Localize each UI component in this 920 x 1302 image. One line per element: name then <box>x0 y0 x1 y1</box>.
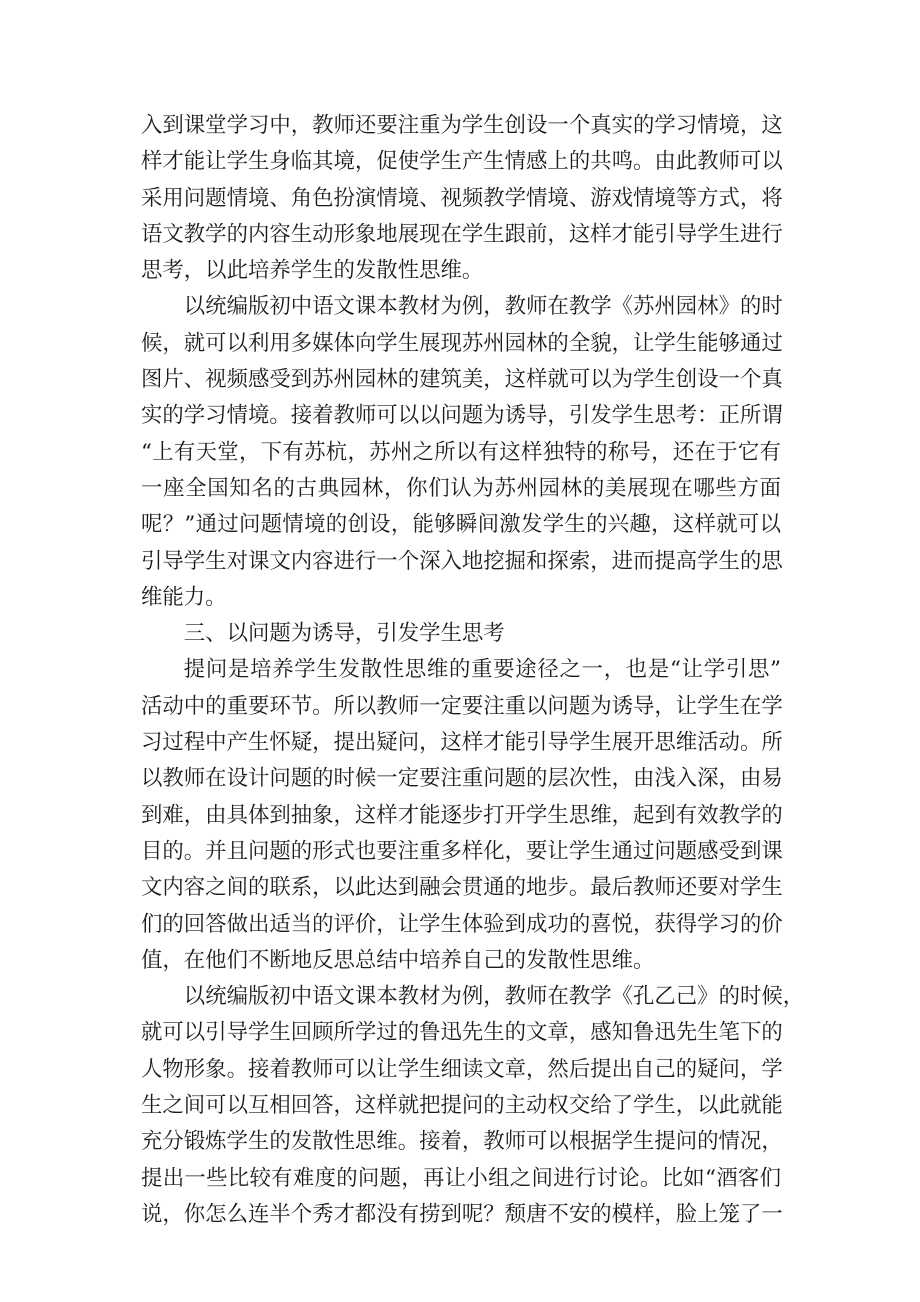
text-line: 维能力。 <box>141 584 227 610</box>
text-line: 人物形象。接着教师可以让学生细读文章，然后提出自己的疑问，学 <box>141 1056 783 1082</box>
text-line: 充分锻炼学生的发散性思维。接着，教师可以根据学生提问的情况， <box>141 1129 783 1155</box>
text-line: 提问是培养学生发散性思维的重要途径之一，也是“让学引思” <box>183 657 781 683</box>
text-line: 们的回答做出适当的评价，让学生体验到成功的喜悦，获得学习的价 <box>141 911 783 937</box>
text-line: 文内容之间的联系，以此达到融会贯通的地步。最后教师还要对学生 <box>141 875 783 901</box>
text-line: 习过程中产生怀疑，提出疑问，这样才能引导学生展开思维活动。所 <box>141 730 783 756</box>
text-line: 样才能让学生身临其境，促使学生产生情感上的共鸣。由此教师可以 <box>141 149 783 175</box>
text-line: 采用问题情境、角色扮演情境、视频教学情境、游戏情境等方式，将 <box>141 185 783 211</box>
text-line: “上有天堂，下有苏杭，苏州之所以有这样独特的称号，还在于它有 <box>141 439 781 465</box>
text-line: 一座全国知名的古典园林，你们认为苏州园林的美展现在哪些方面 <box>141 475 781 501</box>
text-line: 呢？”通过问题情境的创设，能够瞬间激发学生的兴趣，这样就可以 <box>141 512 781 538</box>
text-line: 思考，以此培养学生的发散性思维。 <box>141 258 484 284</box>
text-line: 实的学习情境。接着教师可以以问题为诱导，引发学生思考：正所谓 <box>141 403 783 429</box>
text-line: 以教师在设计问题的时候一定要注重问题的层次性，由浅入深，由易 <box>141 766 783 792</box>
text-line: 就可以引导学生回顾所学过的鲁迅先生的文章，感知鲁迅先生笔下的 <box>141 1020 783 1046</box>
text-line: 语文教学的内容生动形象地展现在学生跟前，这样才能引导学生进行 <box>141 221 783 247</box>
text-line: 入到课堂学习中，教师还要注重为学生创设一个真实的学习情境，这 <box>141 113 783 138</box>
text-line: 以统编版初中语文课本教材为例，教师在教学《苏州园林》的时 <box>183 294 783 320</box>
body-text <box>141 108 805 1233</box>
text-line: 候，就可以利用多媒体向学生展现苏州园林的全貌，让学生能够通过 <box>141 330 783 356</box>
text-line: 到难，由具体到抽象，这样才能逐步打开学生思维，起到有效教学的 <box>141 802 783 828</box>
section-heading: 三、以问题为诱导，引发学生思考 <box>183 621 505 647</box>
text-line: 提出一些比较有难度的问题，再让小组之间进行讨论。比如“酒客们 <box>141 1165 781 1191</box>
text-line: 目的。并且问题的形式也要注重多样化，要让学生通过问题感受到课 <box>141 838 783 864</box>
text-line: 说，你怎么连半个秀才都没有捞到呢？颓唐不安的模样，脸上笼了一 <box>141 1201 783 1227</box>
text-line: 值，在他们不断地反思总结中培养自己的发散性思维。 <box>141 947 655 973</box>
text-line: 图片、视频感受到苏州园林的建筑美，这样就可以为学生创设一个真 <box>141 367 783 393</box>
text-line: 引导学生对课文内容进行一个深入地挖掘和探索，进而提高学生的思 <box>141 548 783 574</box>
text-line: 生之间可以互相回答，这样就把提问的主动权交给了学生，以此就能 <box>141 1093 783 1119</box>
text-line: 活动中的重要环节。所以教师一定要注重以问题为诱导，让学生在学 <box>141 693 783 719</box>
text-line: 以统编版初中语文课本教材为例，教师在教学《孔乙己》的时候， <box>183 984 805 1010</box>
